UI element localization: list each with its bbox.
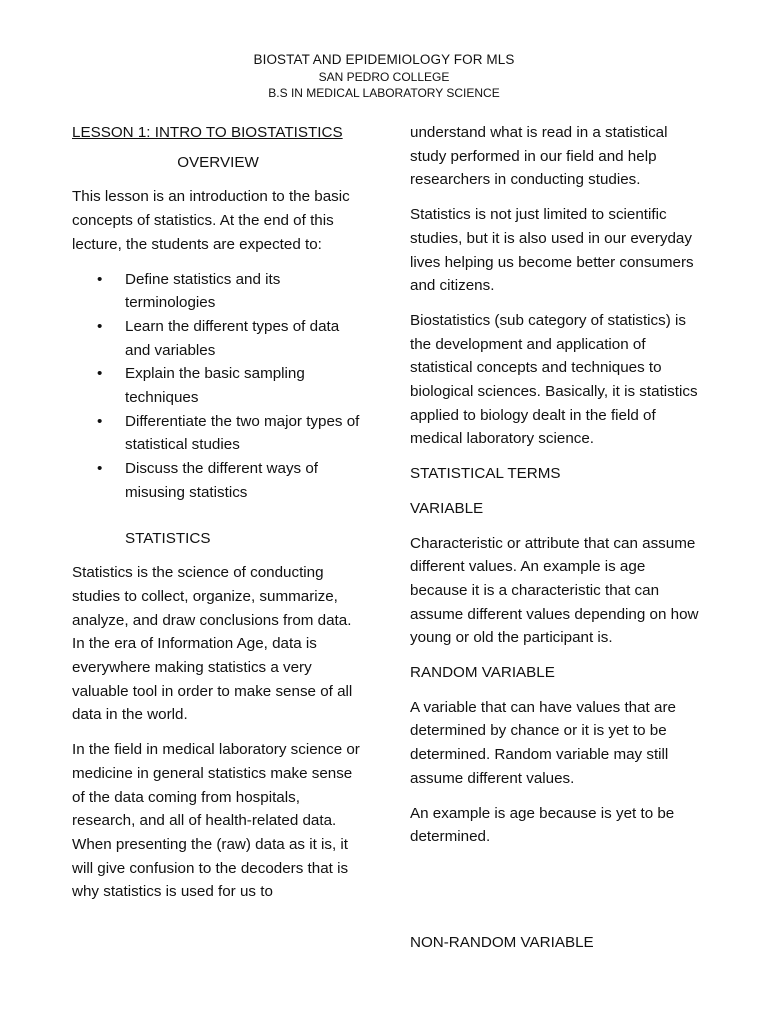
- medlab-paragraph: In the field in medical laboratory science or medicine in general statistics make sense of the data coming from hospitals, research, and all of health-related data. When presenting the (raw) data as it is, it will give confusion to the decoders that is why statistics is used for us to: [72, 741, 360, 901]
- statistics-paragraph: Statistics is the science of conducting studies to collect, organize, summarize, analyze, and draw conclusions from data. In the era of Information Age, data is everywhere making statistics a very valuable tool in order to make sense of all data in the world.: [72, 564, 353, 724]
- list-item: • Differentiate the two major types of statistical studies: [72, 410, 364, 457]
- statistics-heading: STATISTICS: [125, 529, 211, 547]
- left-column: [72, 121, 364, 915]
- list-item: • Learn the different types of data and variables: [72, 315, 364, 362]
- list-item: • Explain the basic sampling techniques: [72, 362, 364, 409]
- bullet-icon: •: [97, 270, 103, 288]
- course-title: BIOSTAT AND EPIDEMIOLOGY FOR MLS: [253, 52, 515, 67]
- lesson-title: LESSON 1: INTRO TO BIOSTATISTICS: [72, 124, 343, 141]
- college-name: SAN PEDRO COLLEGE: [318, 70, 450, 84]
- variable-heading: VARIABLE: [410, 499, 484, 517]
- biostatistics-paragraph: Biostatistics (sub category of statistics) is the development and application of statistical concepts and techniques to biological sciences. Basically, it is statistics applied to biology dealt in the field of medical laboratory science.: [410, 311, 698, 448]
- bullet-icon: •: [97, 317, 103, 335]
- random-variable-example: An example is age because is yet to be determined.: [410, 804, 675, 846]
- continuation-paragraph: understand what is read in a statistical study performed in our field and help researchers in conducting studies.: [410, 124, 668, 189]
- statistical-terms-heading: STATISTICAL TERMS: [410, 465, 561, 483]
- overview-heading: OVERVIEW: [177, 153, 259, 171]
- objectives-list: [72, 268, 364, 505]
- non-random-variable-heading: NON-RANDOM VARIABLE: [410, 933, 594, 951]
- everyday-paragraph: Statistics is not just limited to scientific studies, but it is also used in our everyday lives helping us become better consumers and citizens.: [410, 206, 694, 295]
- intro-paragraph: This lesson is an introduction to the basic concepts of statistics. At the end of this lecture, the students are expected to:: [72, 188, 350, 253]
- random-variable-definition: A variable that can have values that are determined by chance or it is yet to be determined. Random variable may still assume different values.: [410, 698, 676, 787]
- list-item: • Discuss the different ways of misusing statistics: [72, 457, 364, 504]
- program-name: B.S IN MEDICAL LABORATORY SCIENCE: [268, 86, 500, 100]
- variable-definition: Characteristic or attribute that can assume different values. An example is age because it is a characteristic that can assume different values depending on how young or old the participant is.: [410, 534, 699, 647]
- bullet-icon: •: [97, 460, 103, 478]
- document-header: [0, 50, 768, 101]
- random-variable-heading: RANDOM VARIABLE: [410, 664, 555, 682]
- right-column: [410, 121, 700, 966]
- bullet-icon: •: [97, 365, 103, 383]
- bullet-icon: •: [97, 412, 103, 430]
- list-item: • Define statistics and its terminologies: [72, 268, 364, 315]
